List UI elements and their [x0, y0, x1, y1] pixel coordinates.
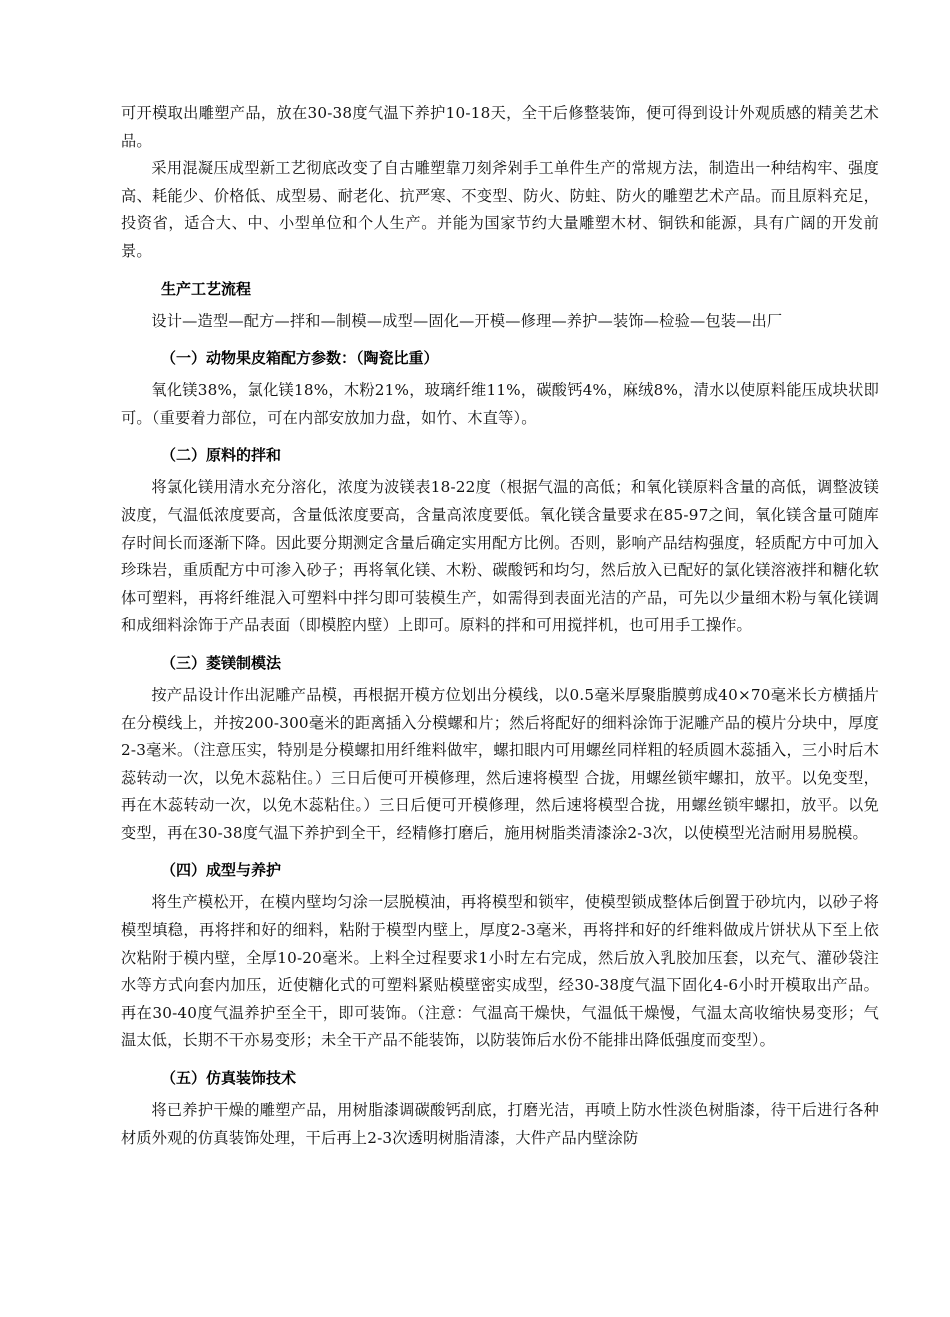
paragraph-mold-making: 按产品设计作出泥雕产品模，再根据开模方位划出分模线，以0.5毫米厚聚脂膜剪成40×70毫米长方横插片在分模线上，并按200-300毫米的距离插入分模螺和片；然后将配好的细料涂饰于泥雕产品的模片分块中，厚度2-3毫米。（注意压实，特别是分模螺扣用纤维料做牢，螺扣眼内可用螺丝同样粗的轻质圆木蕊插入，三小时后木蕊转动一次，以免木蕊粘住。）三日后便可开模修理，然后速将模型 合拢，用螺丝锁牢螺扣，放平。以免变型，再在木蕊转动一次，以免木蕊粘住。）三日后便可开模修理，然后速将模型合拢，用螺丝锁牢螺扣，放平。以免变型，再在30-38度气温下养护到全干，经精修打磨后，施用树脂类清漆涂2-3次，以使模型光洁耐用易脱模。	[121, 685, 879, 842]
heading-raw-material-mixing: （二）原料的拌和	[161, 446, 282, 465]
paragraph-formula-params: 氧化镁38%，氯化镁18%，木粉21%，玻璃纤维11%，碳酸钙4%，麻绒8%，清水以使原料能压成块状即可。（重要着力部位，可在内部安放加力盘，如竹、木直等）。	[121, 381, 879, 427]
heading-production-process: 生产工艺流程	[161, 279, 252, 298]
paragraph-continued: 可开模取出雕塑产品，放在30-38度气温下养护10-18天，全干后修整装饰，便可得到设计外观质感的精美艺术品。	[121, 104, 879, 150]
paragraph-new-process-intro: 采用混凝压成型新工艺彻底改变了自古雕塑靠刀刻斧剁手工单件生产的常规方法，制造出一种结构牢、强度高、耗能少、价格低、成型易、耐老化、抗严寒、不变型、防火、防蛀、防火的雕塑艺术产品。而且原料充足，投资省，适合大、中、小型单位和个人生产。并能为国家节约大量雕塑木材、铜铁和能源，具有广阔的开发前景。	[121, 159, 879, 260]
heading-mold-making: （三）菱镁制模法	[161, 653, 282, 672]
heading-imitation-decoration: （五）仿真装饰技术	[161, 1069, 297, 1088]
document-page	[121, 100, 879, 1152]
paragraph-process-flow: 设计—造型—配方—拌和—制模—成型—固化—开模—修理—养护—装饰—检验—包装—出厂	[151, 311, 783, 330]
paragraph-imitation-decoration: 将已养护干燥的雕塑产品，用树脂漆调碳酸钙刮底，打磨光洁，再喷上防水性淡色树脂漆，待干后进行各种材质外观的仿真装饰处理，干后再上2-3次透明树脂清漆，大件产品内壁涂防	[121, 1101, 879, 1147]
paragraph-forming-curing: 将生产模松开，在模内壁均匀涂一层脱模油，再将模型和锁牢，使模型锁成整体后倒置于砂坑内，以砂子将模型填稳，再将拌和好的细料，粘附于模型内壁上，厚度2-3毫米，再将拌和好的纤维料做成片饼状从下至上依次粘附于模内壁，全厚10-20毫米。上料全过程要求1小时左右完成，然后放入乳胶加压套，以充气、灌砂袋注水等方式向套内加压，近使糖化式的可塑料紧贴模壁密实成型，经30-38度气温下固化4-6小时开模取出产品。再在30-40度气温养护至全干，即可装饰。（注意：气温高干燥快，气温低干燥慢，气温太高收缩快易变形；气温太低，长期不干亦易变形；未全干产品不能装饰，以防装饰后水份不能排出降低强度而变型）。	[121, 893, 879, 1050]
heading-formula-params: （一）动物果皮箱配方参数：（陶瓷比重）	[161, 349, 439, 368]
heading-forming-curing: （四）成型与养护	[161, 861, 282, 880]
paragraph-raw-material-mixing: 将氯化镁用清水充分溶化，浓度为波镁表18-22度（根据气温的高低；和氧化镁原料含量的高低，调整波镁波度，气温低浓度要高，含量低浓度要高，含量高浓度要低。氧化镁含量要求在85-97之间，氧化镁含量可随库存时间长而逐渐下降。因此要分期测定含量后确定实用配方比例。否则，影响产品结构强度，轻质配方中可加入珍珠岩，重质配方中可渗入砂子；再将氧化镁、木粉、碳酸钙和均匀，然后放入已配好的氯化镁溶液拌和糖化软体可塑料，再将纤维混入可塑料中拌匀即可装模生产，如需得到表面光洁的产品，可先以少量细木粉与氧化镁调和成细料涂饰于产品表面（即模腔内壁）上即可。原料的拌和可用搅拌机，也可用手工操作。	[121, 478, 879, 635]
